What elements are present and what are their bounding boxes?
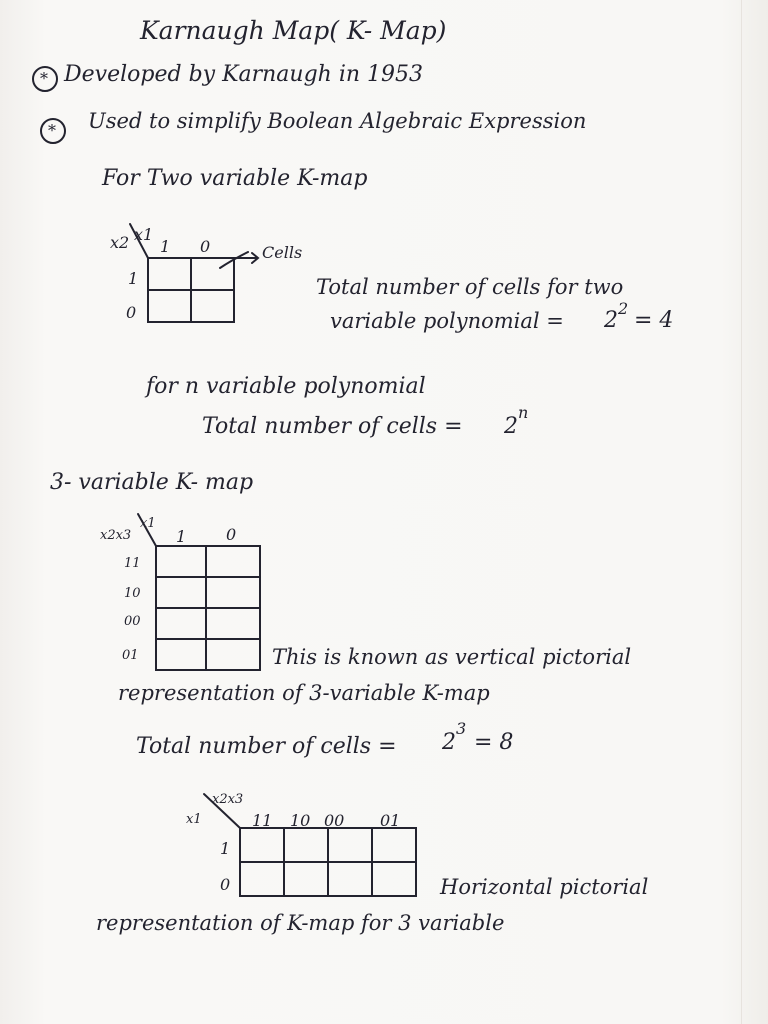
n-variable-exponent: n (518, 403, 529, 422)
three-var-total-text: Total number of cells = (136, 734, 397, 759)
cells-label: Cells (262, 243, 303, 262)
n-variable-line1: for n variable polynomial (146, 374, 426, 399)
three-var-horizontal-kmap-grid (200, 790, 430, 910)
horizontal-col-label: 00 (324, 811, 345, 830)
bullet-mark-2: * (48, 121, 56, 140)
horizontal-row-label: 0 (220, 875, 231, 894)
two-var-col-variable: x1 (134, 225, 154, 244)
two-var-note-line1: Total number of cells for two (316, 275, 624, 299)
horizontal-row-label: 1 (220, 839, 231, 858)
three-var-col-label: 0 (226, 525, 237, 544)
three-var-row-label: 00 (124, 614, 141, 629)
three-var-row-label: 01 (122, 648, 139, 663)
two-var-row-label: 1 (128, 269, 139, 288)
two-var-note-base: 2 (604, 308, 618, 333)
cells-arrow (232, 248, 262, 268)
two-var-note-result: = 4 (634, 308, 674, 333)
three-var-row-label: 10 (124, 586, 141, 601)
horizontal-caption-line1: Horizontal pictorial (440, 875, 649, 899)
two-var-note-line2: variable polynomial = (330, 309, 564, 333)
horizontal-col-label: 11 (252, 811, 273, 830)
horizontal-row-variable: x1 (186, 812, 202, 827)
two-var-row-variable: x2 (110, 233, 130, 252)
n-variable-line2: Total number of cells = (202, 414, 463, 439)
three-var-vertical-kmap-grid (130, 510, 280, 680)
two-var-row-label: 0 (126, 303, 137, 322)
three-variable-heading: 3- variable K- map (50, 470, 254, 495)
two-var-kmap-grid (120, 222, 250, 332)
two-var-col-label: 0 (200, 237, 211, 256)
n-variable-base: 2 (504, 414, 518, 439)
three-var-row-variable: x2x3 (100, 528, 132, 543)
three-var-total-base: 2 (442, 730, 456, 755)
three-var-col-label: 1 (176, 527, 187, 546)
two-variable-heading: For Two variable K-map (102, 166, 368, 191)
two-var-note-exponent: 2 (618, 299, 629, 318)
horizontal-col-label: 10 (290, 811, 311, 830)
two-var-col-label: 1 (160, 237, 171, 256)
horizontal-col-label: 01 (380, 811, 401, 830)
bullet-developed: Developed by Karnaugh in 1953 (64, 62, 424, 87)
three-var-total-exponent: 3 (456, 719, 467, 738)
vertical-caption-line2: representation of 3-variable K-map (118, 681, 490, 705)
bullet-mark-1: * (40, 69, 48, 88)
vertical-caption-line1: This is known as vertical pictorial (272, 645, 632, 669)
horizontal-col-variable: x2x3 (212, 792, 244, 807)
three-var-row-label: 11 (124, 556, 141, 571)
bullet-used-to-simplify: Used to simplify Boolean Algebraic Expression (88, 109, 587, 133)
horizontal-caption-line2: representation of K-map for 3 variable (96, 911, 505, 935)
three-var-col-variable: x1 (140, 516, 156, 531)
three-var-total-result: = 8 (474, 730, 514, 755)
page-title: Karnaugh Map( K- Map) (140, 16, 447, 45)
